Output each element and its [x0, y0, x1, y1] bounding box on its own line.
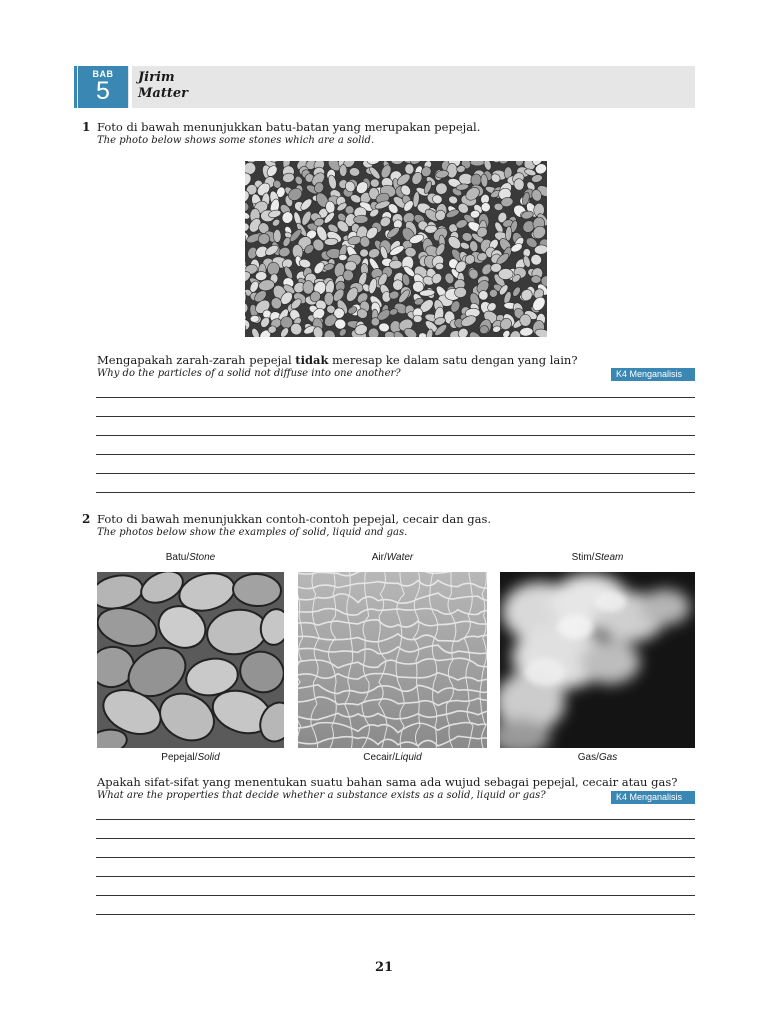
caption-en: Stone: [189, 552, 216, 563]
steam-photo: [500, 572, 695, 748]
caption-en: Solid: [197, 752, 220, 763]
caption-ms: Air/: [371, 552, 387, 563]
stone-photo: [97, 572, 284, 748]
answer-line: [96, 876, 695, 877]
question-2-text-ms: Apakah sifat-sifat yang menentukan suatu bahan sama ada wujud sebagai pepejal, cecair atau gas?: [97, 775, 678, 789]
chapter-title-ms: Jirim: [138, 70, 175, 85]
question-1-text-ms-part1: Mengapakah zarah-zarah pepejal: [97, 353, 296, 367]
answer-line: [96, 838, 695, 839]
caption-ms: Gas/: [577, 752, 599, 763]
caption-en: Liquid: [394, 752, 422, 763]
question-1-text-en: Why do the particles of a solid not diffuse into one another?: [97, 368, 401, 379]
answer-line: [96, 435, 695, 436]
chapter-title-en: Matter: [138, 86, 188, 101]
chapter-badge: [78, 66, 128, 108]
question-1-skill-badge: K4 Menganalisis: [611, 368, 695, 381]
photo-caption-bottom-gas: [500, 752, 695, 763]
question-2-text-en: What are the properties that decide whether a substance exists as a solid, liquid or gas?: [97, 790, 546, 801]
caption-ms: Stim/: [571, 552, 595, 563]
caption-ms: Pepejal/: [161, 752, 198, 763]
chapter-badge-divider: [129, 66, 132, 108]
answer-line: [96, 819, 695, 820]
chapter-accent-stripe: [74, 66, 77, 108]
question-1-text-ms: [97, 353, 578, 367]
photo-caption-top-water: [298, 552, 487, 563]
question-1-intro-en: The photo below shows some stones which are a solid.: [97, 135, 375, 146]
gravel-photo: [245, 161, 547, 337]
photo-caption-bottom-solid: [97, 752, 284, 763]
answer-line: [96, 473, 695, 474]
photo-caption-top-steam: [500, 552, 695, 563]
steam-image: [500, 572, 695, 748]
caption-en: Gas: [598, 752, 618, 763]
answer-line: [96, 416, 695, 417]
caption-ms: Batu/: [165, 552, 190, 563]
caption-en: Steam: [594, 552, 624, 563]
question-2-skill-badge: K4 Menganalisis: [611, 791, 695, 804]
answer-line: [96, 895, 695, 896]
water-photo: [298, 572, 487, 748]
answer-line: [96, 454, 695, 455]
question-2-intro-en: The photos below show the examples of solid, liquid and gas.: [97, 527, 408, 538]
gravel-image: [245, 161, 547, 337]
question-2-intro-ms: Foto di bawah menunjukkan contoh-contoh pepejal, cecair dan gas.: [97, 512, 492, 526]
page-number: 21: [374, 960, 394, 975]
caption-ms: Cecair/: [363, 752, 395, 763]
water-image: [298, 572, 487, 748]
caption-en: Water: [386, 552, 414, 563]
question-1-text-ms-bold: tidak: [295, 353, 329, 367]
photo-caption-bottom-liquid: [298, 752, 487, 763]
stone-image: [97, 572, 284, 748]
answer-line: [96, 914, 695, 915]
answer-line: [96, 397, 695, 398]
question-1-text-ms-part2: meresap ke dalam satu dengan yang lain?: [328, 353, 578, 367]
question-1-number: 1: [82, 120, 91, 134]
question-1-intro-ms: Foto di bawah menunjukkan batu-batan yang merupakan pepejal.: [97, 120, 481, 134]
answer-line: [96, 857, 695, 858]
question-2-number: 2: [82, 512, 91, 526]
photo-caption-top-stone: [97, 552, 284, 563]
chapter-badge-label: BAB: [92, 69, 114, 79]
chapter-number: 5: [96, 77, 110, 105]
answer-line: [96, 492, 695, 493]
